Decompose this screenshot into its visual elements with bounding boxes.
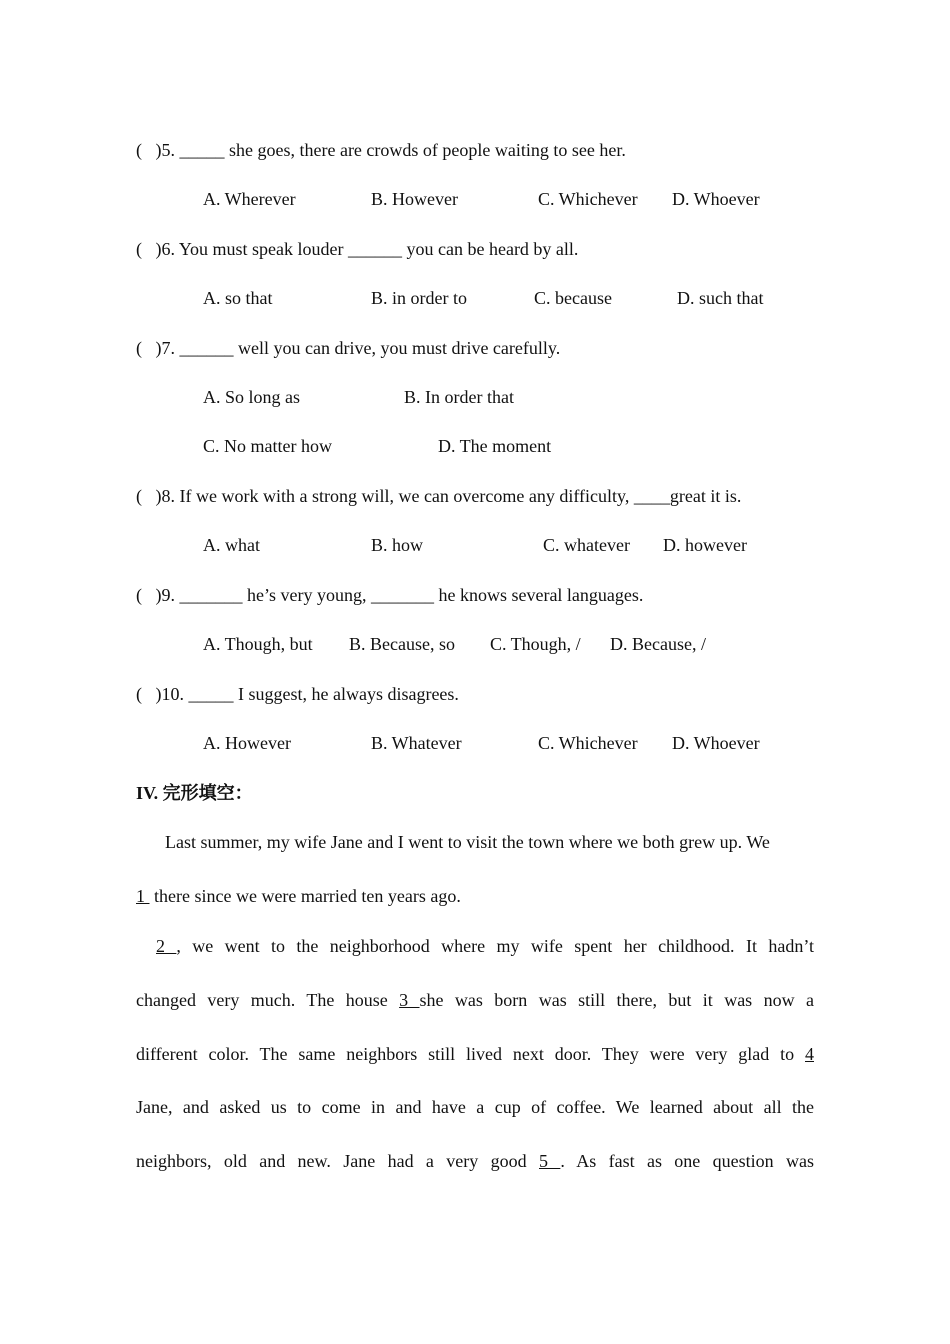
question-5-option-c: C. Whichever <box>538 189 638 209</box>
question-9-stem: ( )9. _______ he’s very young, _______ he knows several languages. <box>136 585 644 605</box>
question-10-option-d: D. Whoever <box>672 733 760 753</box>
question-9-option-b: B. Because, so <box>349 634 455 654</box>
question-7-option-b: B. In order that <box>404 387 514 407</box>
passage-line-6: Jane, and asked us to come in and have a cup of coffee. We learned about all the <box>136 1097 814 1117</box>
blank-4: 4 <box>805 1044 814 1064</box>
blank-5: 5 <box>539 1151 561 1171</box>
question-5-stem: ( )5. _____ she goes, there are crowds of people waiting to see her. <box>136 140 626 160</box>
question-8-option-b: B. how <box>371 535 424 555</box>
passage-line-1: Last summer, my wife Jane and I went to visit the town where we both grew up. We <box>165 832 770 852</box>
blank-2: 2 <box>156 936 177 956</box>
question-9-option-c: C. Though, / <box>490 634 581 654</box>
passage-line-4-text-a: changed very much. The house <box>136 990 400 1010</box>
question-8-option-c: C. whatever <box>543 535 630 555</box>
passage-line-5 <box>136 1043 814 1065</box>
passage-line-7-text-b: . As fast as one question was <box>560 1151 815 1171</box>
passage-line-4 <box>136 989 814 1011</box>
passage-line-7 <box>136 1150 814 1172</box>
question-6-option-a: A. so that <box>203 288 273 308</box>
question-7-stem: ( )7. ______ well you can drive, you must drive carefully. <box>136 338 561 358</box>
question-8-option-a: A. what <box>203 535 260 555</box>
question-8-option-d: D. however <box>663 535 747 555</box>
passage-line-3 <box>156 935 814 957</box>
passage-line-2 <box>136 885 461 907</box>
passage-line-7-text-a: neighbors, old and new. Jane had a very good <box>136 1151 539 1171</box>
question-9-option-a: A. Though, but <box>203 634 313 654</box>
passage-line-5-text: different color. The same neighbors still lived next door. They were very glad to <box>136 1044 805 1064</box>
question-9-option-d: D. Because, / <box>610 634 706 654</box>
blank-3: 3 <box>399 990 420 1010</box>
question-7-option-c: C. No matter how <box>203 436 332 456</box>
passage-line-2-text: there since we were married ten years ago. <box>149 886 461 906</box>
question-6-stem: ( )6. You must speak louder ______ you can be heard by all. <box>136 239 579 259</box>
question-10-option-a: A. However <box>203 733 291 753</box>
question-6-option-d: D. such that <box>677 288 764 308</box>
question-6-option-c: C. because <box>534 288 612 308</box>
question-7-option-d: D. The moment <box>438 436 552 456</box>
question-6-option-b: B. in order to <box>371 288 467 308</box>
question-5-option-b: B. However <box>371 189 458 209</box>
question-10-option-b: B. Whatever <box>371 733 462 753</box>
passage-line-4-text-b: she was born was still there, but it was now a <box>419 990 814 1010</box>
question-7-option-a: A. So long as <box>203 387 301 407</box>
question-5-option-d: D. Whoever <box>672 189 760 209</box>
section-title: IV. 完形填空： <box>136 783 253 803</box>
question-10-option-c: C. Whichever <box>538 733 638 753</box>
question-5-option-a: A. Wherever <box>203 189 296 209</box>
blank-1: 1 <box>136 886 150 906</box>
question-8-stem: ( )8. If we work with a strong will, we can overcome any difficulty, ____great it is. <box>136 486 742 506</box>
passage-line-3-text: , we went to the neighborhood where my wife spent her childhood. It hadn’t <box>176 936 814 956</box>
question-10-stem: ( )10. _____ I suggest, he always disagrees. <box>136 684 459 704</box>
